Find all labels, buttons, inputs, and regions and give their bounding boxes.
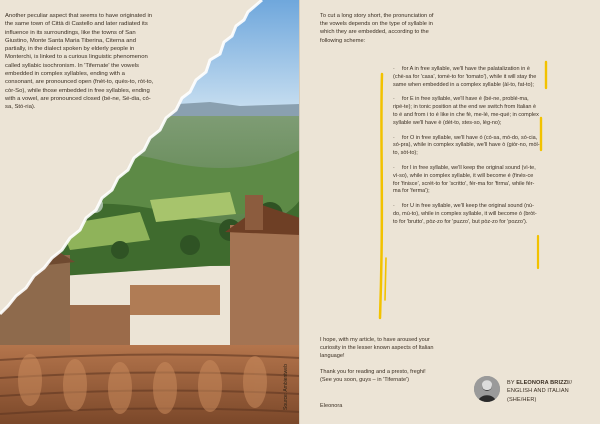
closing-2: Thank you for reading and a presto, freghi! (See you soon, guys – in 'Tifernate'): [320, 369, 426, 384]
rule-e: · for E in free syllable, we'll have é (bé-ne, problé-ma, ripé-te); in tonic position at the end we switch from Italian è to é and from i to é like in che fè, me-lé, me-qué; in complex syllable we'll have è (dèt-to, stes-so, lèg-no);: [393, 96, 539, 126]
author-role: ENGLISH AND ITALIAN: [507, 388, 569, 395]
author-credit: [507, 379, 597, 404]
intro-text: Another peculiar aspect that seems to have originated in the same town of Città di Castello and later radiated its influence in its surroundings, like the towns of San Giustino, Monte Santa Maria Tiberina, Citerna and partially, in the dialect spoken by elderly people in Monterchi, is linked to a curious linguistic phenomenon called syllabic isochronism. In 'Tifernate' the vowels embedded in complex syllables, ending with a consonant, are pronounced open (fnèt-to, quès-to, ròt-to, còr-So), while those embedded in free syllables, ending with a vowel, are pronounced closed (bé-ne, Sé-dia, có-sa, Stó-ria).: [5, 13, 154, 111]
signature: Eleonora: [320, 403, 343, 409]
closing-paragraphs: [320, 336, 440, 392]
author-pronouns: (SHE/HER): [507, 396, 537, 403]
author-portrait-icon: [474, 376, 500, 402]
vowel-scheme-list: [393, 66, 540, 234]
photo-credit: Source: Ambientweb: [283, 364, 289, 410]
rule-o: · for O in free syllable, we'll have ó (có-sa, mó-do, só-cia, só-pra), while in complex syllable, we'll have ò (giòr-no, mòl-to, sòt-to);: [393, 134, 540, 157]
right-page: [300, 0, 600, 424]
avatar: [474, 376, 500, 402]
rule-u: · for U in free syllable, we'll keep the original sound (nù-do, mù-to), while in complex syllable, it will become ó (bròt-to for 'brutto', pòz-zo for 'puzzo', but pòz-zo for 'pozzo').: [393, 203, 537, 225]
scheme-intro: To cut a long story short, the pronunciation of the vowels depends on the type of syllable in which they are embedded, according to the following scheme:: [320, 13, 434, 44]
closing-1: I hope, with my article, to have aroused your curiosity in the lesser known aspects of Italian language!: [320, 337, 434, 360]
author-name: ELEONORA BRIZZI: [516, 380, 569, 386]
author-by: BY: [507, 380, 515, 386]
author-suffix: //: [568, 380, 573, 386]
rule-a: · for A in free syllable, we'll have the palatalization in è (chè-sa for 'casa', tomè-to for 'tomato'), while it will stay the same when embedded in a complex syllable (àl-to, fat-to);: [393, 66, 537, 88]
intro-paragraph: [5, 12, 155, 112]
rule-i: · for I in free syllable, we'll keep the original sound (vì-te, vì-so), while in complex syllable, it will become é (finés-ce for 'finisce', scrét-to for 'scritto', fér-ma for 'firma', while fér-ma for 'ferma');: [393, 164, 536, 195]
